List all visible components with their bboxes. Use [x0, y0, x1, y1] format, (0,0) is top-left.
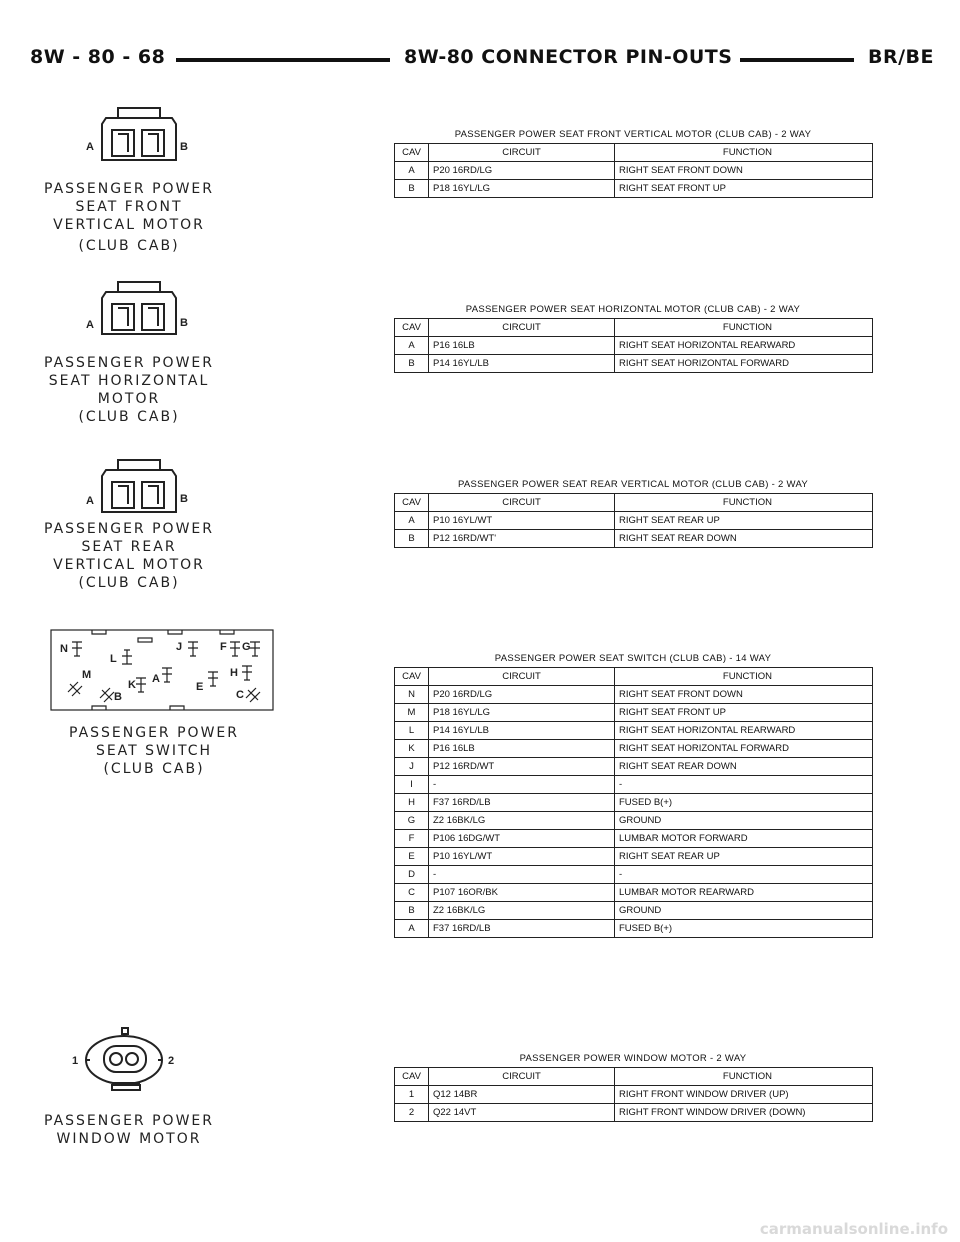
header-page-number: 8W - 80 - 68 — [30, 42, 173, 72]
col-function: FUNCTION — [615, 1068, 873, 1086]
table-row: C P107 16OR/BK LUMBAR MOTOR REARWARD — [395, 884, 873, 902]
pin-label-j: J — [176, 641, 183, 653]
pin-label-l: L — [110, 653, 117, 665]
table-row: A F37 16RD/LB FUSED B(+) — [395, 920, 873, 938]
col-circuit: CIRCUIT — [429, 144, 615, 162]
header-rule-left — [176, 58, 390, 62]
pinout-table — [394, 667, 873, 938]
pin-label-n: N — [60, 643, 68, 655]
table-row: M P18 16YL/LG RIGHT SEAT FRONT UP — [395, 704, 873, 722]
pinout-table — [394, 318, 873, 373]
col-function: FUNCTION — [615, 494, 873, 512]
window-motor-connector-diagram — [64, 1026, 188, 1100]
seat-switch-label: PASSENGER POWER SEAT SWITCH (CLUB CAB) — [69, 725, 239, 777]
col-cav: CAV — [395, 494, 429, 512]
header-model-code: BR/BE — [860, 42, 934, 72]
rear-vertical-motor-pinout — [394, 478, 872, 548]
col-cav: CAV — [395, 1068, 429, 1086]
rear-vertical-motor-label: PASSENGER POWER SEAT REAR VERTICAL MOTOR (CLUB CAB) — [44, 521, 214, 591]
col-cav: CAV — [395, 144, 429, 162]
col-circuit: CIRCUIT — [429, 668, 615, 686]
table-row: 2 Q22 14VT RIGHT FRONT WINDOW DRIVER (DOWN) — [395, 1104, 873, 1122]
pin-label-m: M — [82, 669, 92, 681]
table-row: B P14 16YL/LB RIGHT SEAT HORIZONTAL FORWARD — [395, 355, 873, 373]
table-title: PASSENGER POWER SEAT FRONT VERTICAL MOTOR (CLUB CAB) - 2 WAY — [454, 129, 812, 140]
table-row: A P10 16YL/WT RIGHT SEAT REAR UP — [395, 512, 873, 530]
pin-label-e: E — [196, 681, 204, 693]
pin-label-k: K — [128, 679, 136, 691]
pin-label-a: A — [86, 319, 94, 331]
pinout-table — [394, 493, 873, 548]
window-motor-pinout — [394, 1052, 872, 1122]
page-header — [30, 42, 935, 72]
table-row: B P12 16RD/WT' RIGHT SEAT REAR DOWN — [395, 530, 873, 548]
col-cav: CAV — [395, 668, 429, 686]
pin-label-a: A — [86, 495, 94, 507]
pin-label-b: B — [114, 691, 122, 703]
col-circuit: CIRCUIT — [429, 494, 615, 512]
table-row: 1 Q12 14BR RIGHT FRONT WINDOW DRIVER (UP) — [395, 1086, 873, 1104]
table-row: F P106 16DG/WT LUMBAR MOTOR FORWARD — [395, 830, 873, 848]
pin-label-b: B — [180, 493, 188, 505]
table-row: A P20 16RD/LG RIGHT SEAT FRONT DOWN — [395, 162, 873, 180]
front-vertical-motor-pinout — [394, 128, 872, 198]
table-row: K P16 16LB RIGHT SEAT HORIZONTAL FORWARD — [395, 740, 873, 758]
table-header-row — [395, 668, 873, 686]
table-header-row — [395, 1068, 873, 1086]
pinout-table — [394, 143, 873, 198]
table-row: I - - — [395, 776, 873, 794]
table-title: PASSENGER POWER SEAT HORIZONTAL MOTOR (CLUB CAB) - 2 WAY — [465, 304, 801, 315]
pin-label-1: 1 — [72, 1055, 79, 1067]
col-circuit: CIRCUIT — [429, 319, 615, 337]
pin-label-a: A — [152, 673, 160, 685]
front-vertical-motor-connector-diagram — [84, 104, 194, 174]
table-title: PASSENGER POWER WINDOW MOTOR - 2 WAY — [519, 1053, 747, 1064]
watermark: carmanualsonline.info — [759, 1220, 948, 1238]
pinout-table — [394, 1067, 873, 1122]
table-row: B Z2 16BK/LG GROUND — [395, 902, 873, 920]
table-row: G Z2 16BK/LG GROUND — [395, 812, 873, 830]
table-header-row — [395, 494, 873, 512]
table-row: L P14 16YL/LB RIGHT SEAT HORIZONTAL REARWARD — [395, 722, 873, 740]
horizontal-motor-pinout — [394, 303, 872, 373]
header-section-title: 8W-80 CONNECTOR PIN-OUTS — [396, 42, 740, 72]
table-row: N P20 16RD/LG RIGHT SEAT FRONT DOWN — [395, 686, 873, 704]
col-circuit: CIRCUIT — [429, 1068, 615, 1086]
col-function: FUNCTION — [615, 144, 873, 162]
table-title: PASSENGER POWER SEAT REAR VERTICAL MOTOR (CLUB CAB) - 2 WAY — [457, 479, 809, 490]
seat-switch-connector-diagram — [50, 626, 276, 714]
col-function: FUNCTION — [615, 668, 873, 686]
table-header-row — [395, 319, 873, 337]
window-motor-label: PASSENGER POWER WINDOW MOTOR — [44, 1113, 214, 1147]
front-vertical-motor-label: PASSENGER POWER SEAT FRONT VERTICAL MOTOR (CLUB CAB) — [44, 181, 214, 254]
table-row: H F37 16RD/LB FUSED B(+) — [395, 794, 873, 812]
col-cav: CAV — [395, 319, 429, 337]
pin-label-b: B — [180, 141, 188, 153]
rear-vertical-motor-connector-diagram — [84, 456, 194, 526]
pin-label-b: B — [180, 317, 188, 329]
table-row: B P18 16YL/LG RIGHT SEAT FRONT UP — [395, 180, 873, 198]
table-row: A P16 16LB RIGHT SEAT HORIZONTAL REARWARD — [395, 337, 873, 355]
pin-label-2: 2 — [168, 1055, 175, 1067]
pin-label-c: C — [236, 689, 244, 701]
table-row: J P12 16RD/WT RIGHT SEAT REAR DOWN — [395, 758, 873, 776]
table-row: E P10 16YL/WT RIGHT SEAT REAR UP — [395, 848, 873, 866]
pin-label-g: G — [242, 641, 251, 653]
horizontal-motor-connector-diagram — [84, 278, 194, 348]
table-row: D - - — [395, 866, 873, 884]
seat-switch-pinout — [394, 652, 872, 938]
pin-label-h: H — [230, 667, 238, 679]
table-header-row — [395, 144, 873, 162]
horizontal-motor-label: PASSENGER POWER SEAT HORIZONTAL MOTOR (CLUB CAB) — [44, 355, 214, 425]
col-function: FUNCTION — [615, 319, 873, 337]
pin-label-a: A — [86, 141, 94, 153]
table-title: PASSENGER POWER SEAT SWITCH (CLUB CAB) - 14 WAY — [494, 653, 772, 664]
pin-label-f: F — [220, 641, 227, 653]
